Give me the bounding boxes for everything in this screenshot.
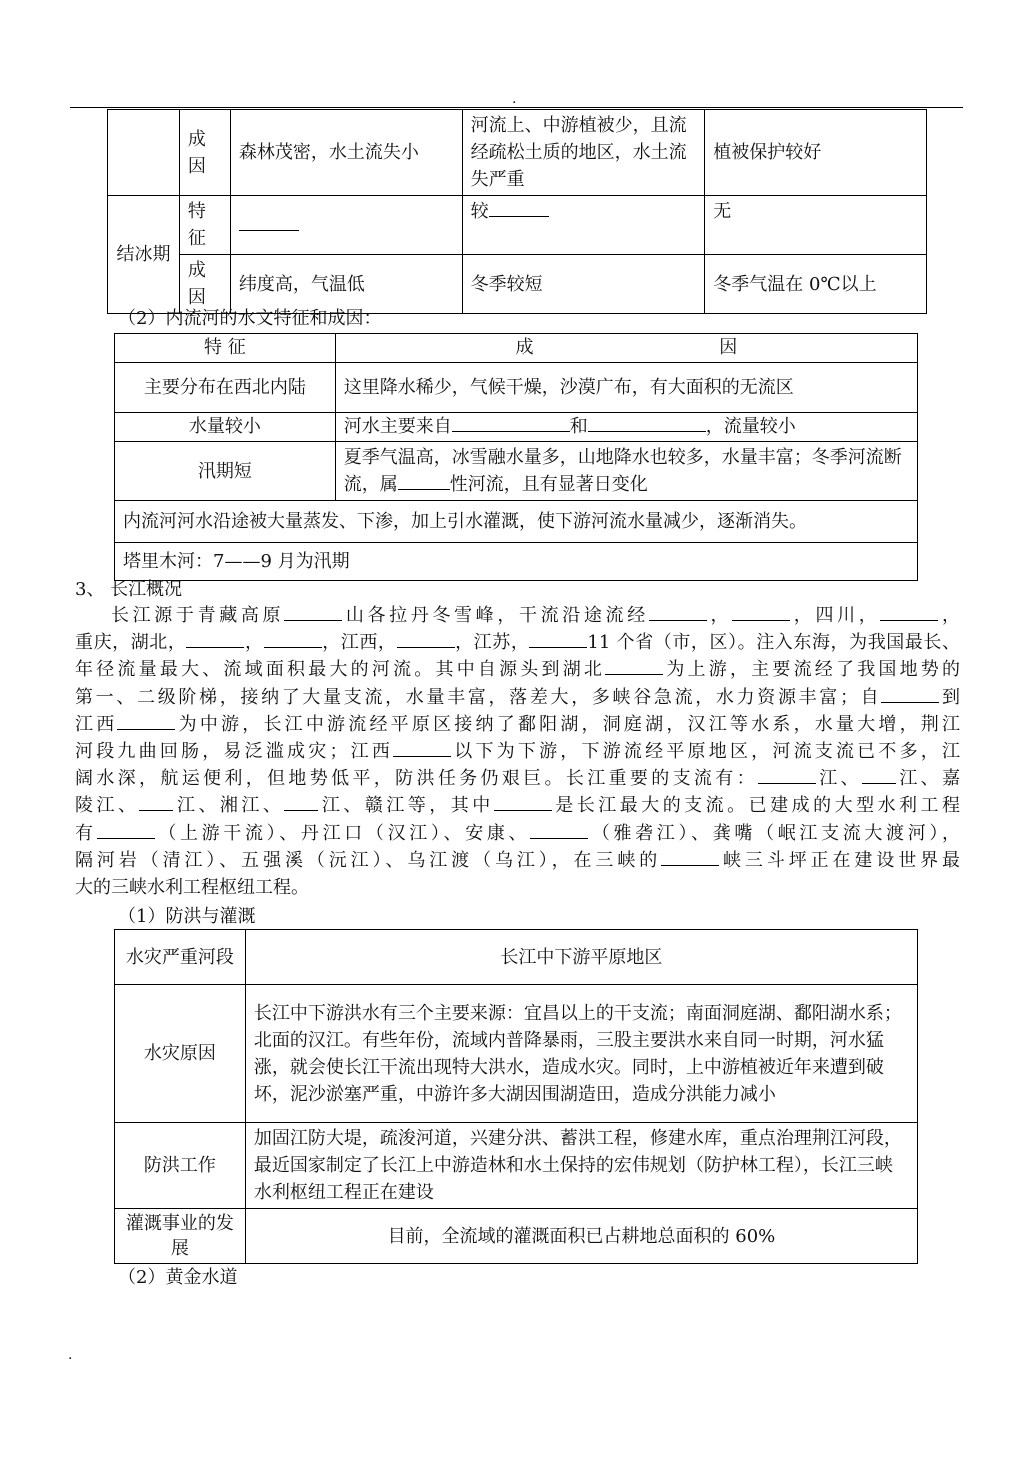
paragraph-line: 第一、二级阶梯，接纳了大量支流，水量丰富，落差大，多峡谷急流，水力资源丰富；自 到 bbox=[75, 686, 961, 708]
fill-blank bbox=[452, 430, 570, 432]
cause-cell: 夏季气温高，冰雪融水量多，山地降水也较多，水量丰富；冬季河流断流，属 性河流，且有显著日变化 bbox=[335, 442, 917, 501]
footer-dot: . bbox=[68, 1347, 73, 1363]
section-2-title: （2）内流河的水文特征和成因： bbox=[118, 308, 382, 329]
feature-cell: 汛期短 bbox=[115, 442, 336, 501]
row-content: 长江中下游洪水有三个主要来源：宜昌以上的干支流；南面洞庭湖、鄱阳湖水系；北面的汉江。有些年份，流域内普降暴雨，三股主要洪水来自同一时期，河水猛涨，就会使长江干流出现特大洪水，造成水灾。同时，上中游植被近年来遭到破坏，泥沙淤塞严重，中游许多大湖因围湖造田，造成分洪能力减小 bbox=[245, 985, 917, 1123]
yangtze-paragraph bbox=[75, 602, 960, 901]
paragraph-line: 隔河岩（清江）、五强溪（沅江）、乌江渡（乌江），在三峡的 峡三斗坪正在建设世界最 bbox=[75, 849, 961, 871]
paragraph-line: 年径流量最大、流域面积最大的河流。其中自源头到湖北 为上游，主要流经了我国地势的 bbox=[75, 659, 961, 681]
paragraph-line: 大的三峡水利工程枢纽工程。 bbox=[75, 876, 309, 898]
paragraph-line: 阔水深，航运便利，但地势低平，防洪任务仍艰巨。长江重要的支流有： 江、 江、嘉 bbox=[75, 768, 961, 790]
freeze-cause-cell: 冬季气温在 0℃以上 bbox=[705, 255, 927, 314]
cause-cell: 这里降水稀少，气候干燥，沙漠广布，有大面积的无流区 bbox=[335, 363, 917, 413]
header-feature: 特 征 bbox=[115, 334, 336, 363]
subsection-1-title: （1）防洪与灌溉 bbox=[118, 906, 256, 927]
freeze-feature-cell: 无 bbox=[705, 196, 927, 255]
note-cell: 内流河河水沿途被大量蒸发、下渗，加上引水灌溉，使下游河流水量减少，逐渐消失。 bbox=[115, 501, 918, 543]
row-label: 水灾严重河段 bbox=[115, 930, 246, 985]
section-3-title: 3、 长江概况 bbox=[75, 579, 183, 600]
subsection-2-title: （2）黄金水道 bbox=[118, 1267, 238, 1288]
river-comparison-table bbox=[107, 109, 927, 314]
row-label: 灌溉事业的发展 bbox=[115, 1209, 246, 1264]
fill-blank bbox=[239, 229, 299, 231]
cause-cell: 植被保护较好 bbox=[705, 110, 927, 196]
row-content: 加固江防大堤，疏浚河道，兴建分洪、蓄洪工程，修建水库，重点治理荆江河段，最近国家制定了长江上中游造林和水土保持的宏伟规划（防护林工程），长江三峡水利枢纽工程正在建设 bbox=[245, 1123, 917, 1209]
cause-label: 成因 bbox=[179, 255, 230, 314]
feature-cell: 主要分布在西北内陆 bbox=[115, 363, 336, 413]
freeze-feature-cell: 较 bbox=[462, 196, 705, 255]
paragraph-line: 江西 为中游，长江中游流经平原区接纳了鄱阳湖，洞庭湖，汉江等水系，水量大增，荆江 bbox=[75, 713, 961, 735]
feature-label: 特征 bbox=[179, 196, 230, 255]
cause-cell: 河水主要来自 和 ，流量较小 bbox=[335, 413, 917, 442]
cause-label: 成因 bbox=[179, 110, 230, 196]
cause-cell: 河流上、中游植被少，且流经疏松土质的地区，水土流失严重 bbox=[462, 110, 705, 196]
header-cause: 成 因 bbox=[335, 334, 917, 363]
header-rule bbox=[70, 107, 963, 108]
paragraph-line: 有 （上游干流）、丹江口（汉江）、安康、 （雅砻江）、龚嘴（岷江支流大渡河）， bbox=[75, 822, 961, 844]
fill-blank bbox=[588, 430, 706, 432]
flood-irrigation-table bbox=[114, 929, 918, 1264]
paragraph-line: 陵江、 江、湘江、 江、赣江等，其中 是长江最大的支流。已建成的大型水利工程 bbox=[75, 795, 961, 817]
inland-river-table bbox=[114, 333, 918, 581]
row-content: 长江中下游平原地区 bbox=[245, 930, 917, 985]
fill-blank bbox=[489, 215, 549, 217]
freeze-cause-cell: 冬季较短 bbox=[462, 255, 705, 314]
empty-cell bbox=[108, 110, 180, 196]
fill-blank bbox=[398, 488, 450, 490]
feature-cell: 水量较小 bbox=[115, 413, 336, 442]
freeze-feature-cell bbox=[230, 196, 462, 255]
paragraph-line: 长江源于青藏高原 山各拉丹冬雪峰，干流沿途流经 ， ，四川， ， bbox=[111, 605, 961, 626]
row-label: 水灾原因 bbox=[115, 985, 246, 1123]
header-dot: . bbox=[512, 91, 517, 107]
row-content: 目前，全流域的灌溉面积已占耕地总面积的 60% bbox=[245, 1209, 917, 1264]
paragraph-line: 重庆，湖北， ， ，江西， ，江苏， 11 个省（市，区）。注入东海，为我国最长、 bbox=[75, 632, 961, 654]
paragraph-line: 河段九曲回肠，易泛滥成灾；江西 以下为下游，下游流经平原地区，河流支流已不多，江 bbox=[75, 740, 960, 762]
row-label: 防洪工作 bbox=[115, 1123, 246, 1209]
cause-cell: 森林茂密，水土流失小 bbox=[230, 110, 462, 196]
note-cell: 塔里木河：7——9 月为汛期 bbox=[115, 543, 918, 581]
freeze-label: 结冰期 bbox=[108, 196, 180, 314]
freeze-cause-cell: 纬度高，气温低 bbox=[230, 255, 462, 314]
